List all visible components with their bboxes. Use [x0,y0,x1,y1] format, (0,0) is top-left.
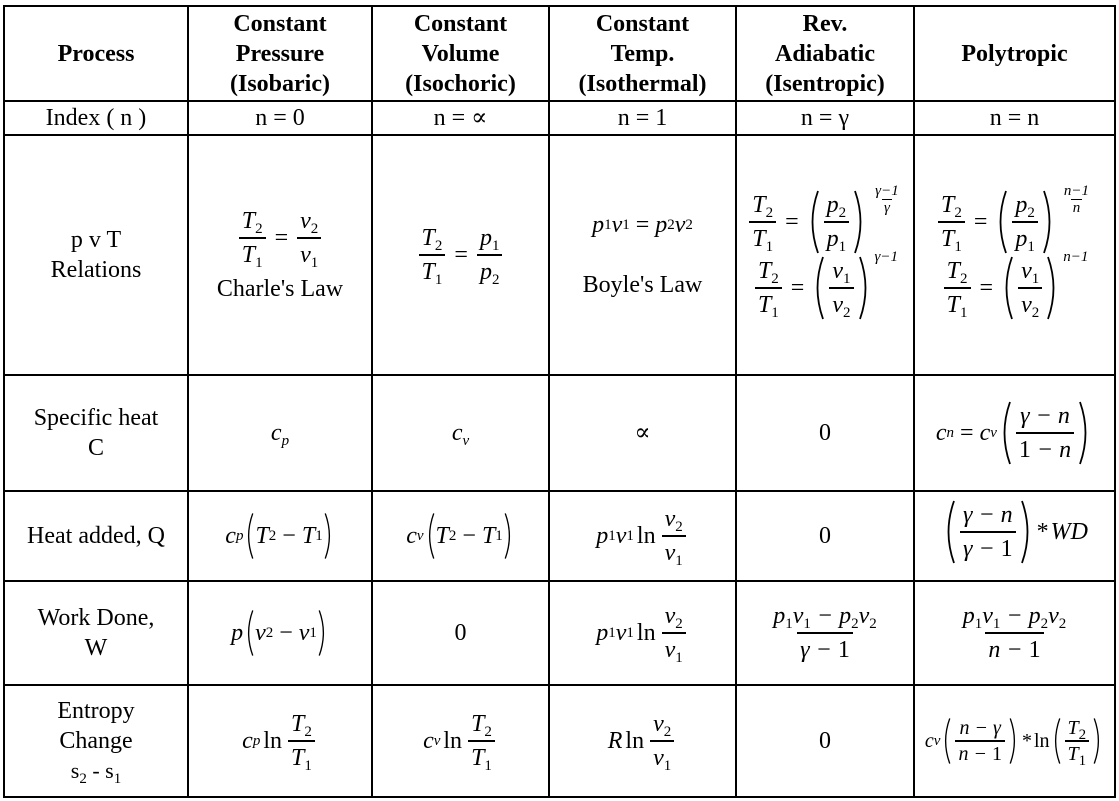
specific-heat-isochoric: $c_v$ [372,375,549,491]
pvt-row [4,135,1115,375]
header-isochoric: Constant Volume (Isochoric) [372,6,549,101]
heat-added-isothermal: p 1 v 1 ln $\frac{v_2}{v_1}$ [549,491,736,581]
polytropic-tp-formula: $\frac{T_2}{T_1}$ = $\frac{p_2}{p_1}$ $\frac{n-1}{n}$ [935,189,1094,255]
adiabatic-tp-formula: $\frac{T_2}{T_1}$ = $\frac{p_2}{p_1}$ $\frac{\gamma-1}{\gamma}$ [746,189,903,255]
heat-added-adiabatic: 0 [736,491,914,581]
polytropic-tv-formula: $\frac{T_2}{T_1}$ = $\frac{v_1}{v_2}$ n−1 [941,255,1089,321]
adiabatic-tv-formula: $\frac{T_2}{T_1}$ = $\frac{v_1}{v_2}$ γ−1 [752,255,898,321]
specific-heat-isobaric: $c_p$ [188,375,372,491]
pvt-adiabatic [736,135,914,375]
specific-heat-label: Specific heat C [4,375,188,491]
work-done-isothermal: p 1 v 1 ln $\frac{v_2}{v_1}$ [549,581,736,685]
polytropic-specific-heat-formula: c n = c v $\frac{\gamma - n}{1 - n}$ [936,400,1093,466]
specific-heat-polytropic [914,375,1115,491]
header-isobaric: Constant Pressure (Isobaric) [188,6,372,101]
work-done-row [4,581,1115,685]
specific-heat-adiabatic: 0 [736,375,914,491]
entropy-isochoric: c v ln $\frac{T_2}{T_1}$ [372,685,549,797]
entropy-isothermal: R ln $\frac{v_2}{v_1}$ [549,685,736,797]
heat-added-isochoric: c v T 2 − T 1 [372,491,549,581]
boyles-law-caption: Boyle's Law [582,272,703,298]
pvt-polytropic [914,135,1115,375]
header-isothermal: Constant Temp. (Isothermal) [549,6,736,101]
index-isothermal: n = 1 [549,101,736,135]
header-process: Process [4,6,188,101]
work-done-polytropic: $\frac{p_1v_1 - p_2v_2}{n - 1}$ [914,581,1115,685]
work-done-adiabatic: $\frac{p_1v_1 - p_2v_2}{\gamma - 1}$ [736,581,914,685]
index-row [4,101,1115,135]
boyles-law-formula: p 1 v 1 = p 2 v 2 [592,212,693,238]
charles-law-caption: Charle's Law [216,276,344,302]
heat-added-polytropic: $\frac{\gamma - n}{\gamma - 1}$ * WD [914,491,1115,581]
pvt-isothermal [549,135,736,375]
work-done-isochoric: 0 [372,581,549,685]
index-label: Index ( n ) [4,101,188,135]
header-polytropic: Polytropic [914,6,1115,101]
header-row [4,6,1115,101]
specific-heat-isothermal: ∝ [549,375,736,491]
index-isobaric: n = 0 [188,101,372,135]
index-polytropic: n = n [914,101,1115,135]
entropy-adiabatic: 0 [736,685,914,797]
heat-added-isobaric: c p T 2 − T 1 [188,491,372,581]
pvt-isochoric [372,135,549,375]
process-table [3,5,1116,798]
work-done-isobaric: p v 2 − v 1 [188,581,372,685]
pvt-isobaric [188,135,372,375]
pvt-label: p v T Relations [4,135,188,375]
entropy-polytropic: c v $\frac{n - \gamma}{n - 1}$ * ln $\frac{T_2}{T_1}$ [914,685,1115,797]
work-done-label: Work Done, W [4,581,188,685]
heat-added-label: Heat added, Q [4,491,188,581]
index-isochoric: n = ∝ [372,101,549,135]
header-adiabatic: Rev. Adiabatic (Isentropic) [736,6,914,101]
entropy-row [4,685,1115,797]
entropy-label: Entropy Change $s_2 - s_1$ [4,685,188,797]
heat-added-row [4,491,1115,581]
specific-heat-row [4,375,1115,491]
entropy-isobaric: c p ln $\frac{T_2}{T_1}$ [188,685,372,797]
isochoric-pvt-formula: $\frac{T_2}{T_1}$ = $\frac{p_1}{p_2}$ [416,223,506,287]
index-adiabatic: n = γ [736,101,914,135]
charles-law-formula: $\frac{T_2}{T_1}$ = $\frac{v_2}{v_1}$ [236,206,325,270]
